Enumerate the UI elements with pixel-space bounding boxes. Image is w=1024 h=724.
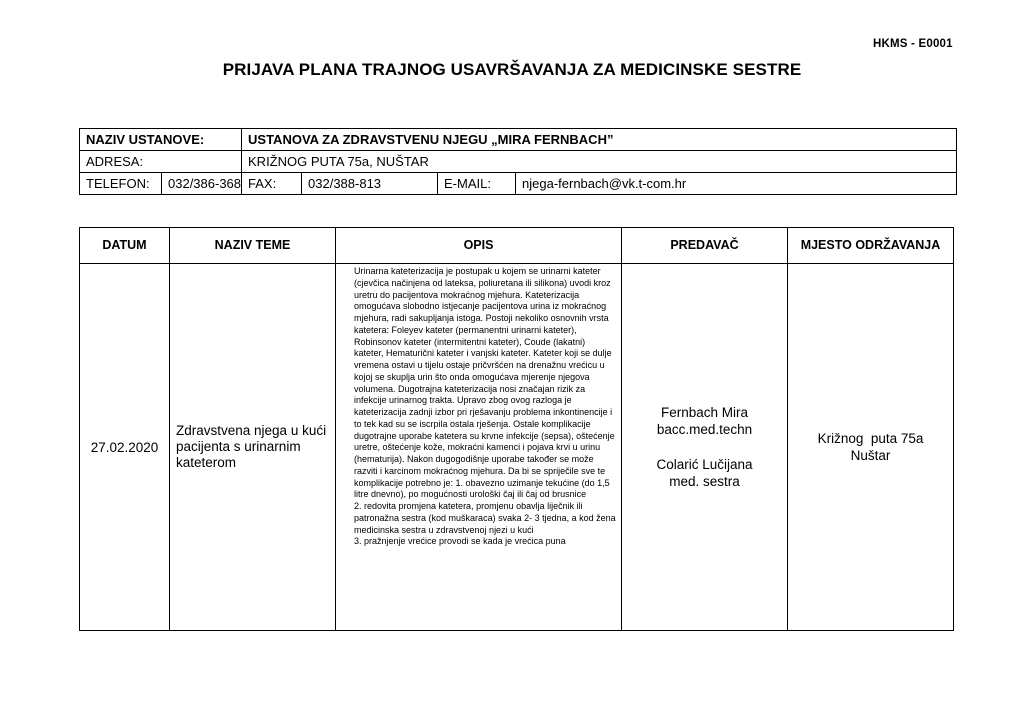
predavac-1-title: bacc.med.techn bbox=[656, 422, 753, 437]
row-naziv-teme: Zdravstvena njega u kući pacijenta s urinarnim kateterom bbox=[170, 264, 336, 631]
address-value: KRIŽNOG PUTA 75a, NUŠTAR bbox=[242, 151, 957, 173]
row-datum: 27.02.2020 bbox=[80, 264, 170, 631]
email-value: njega-fernbach@vk.t-com.hr bbox=[516, 173, 957, 195]
institution-name-value: USTANOVA ZA ZDRAVSTVENU NJEGU „MIRA FERNBACH” bbox=[242, 129, 957, 151]
mjesto-line-1: Križnog puta 75a bbox=[817, 431, 924, 446]
institution-name-row bbox=[80, 129, 957, 151]
row-mjesto bbox=[788, 264, 954, 631]
row-predavac bbox=[622, 264, 788, 631]
institution-info-table bbox=[79, 128, 957, 195]
header-datum: DATUM bbox=[80, 228, 170, 264]
plan-table bbox=[79, 227, 954, 631]
header-naziv-teme: NAZIV TEME bbox=[170, 228, 336, 264]
fax-value: 032/388-813 bbox=[302, 173, 438, 195]
header-predavac: PREDAVAČ bbox=[622, 228, 788, 264]
header-mjesto: MJESTO ODRŽAVANJA bbox=[788, 228, 954, 264]
phone-cell bbox=[80, 173, 242, 195]
phone-label: TELEFON: bbox=[80, 173, 162, 194]
address-label: ADRESA: bbox=[80, 151, 242, 173]
mjesto-line-2: Nuštar bbox=[850, 448, 891, 463]
opis-paragraph-1: Urinarna kateterizacija je postupak u kojem se urinarni kateter (cjevčica načinjena od lateksa, poliuretana ili silikona) uvodi kroz uretru do pacijentova mokraćnog mjehura. Kateterizacija omogućava slobodno istjecanje pacijentova urina iz mokraćnog mjehura, radi sakupljanja istoga. Postoji nekoliko osnovnih vrsta katetera: Foleyev kateter (permanentni urinarni kateter), Robinsonov kateter (intermitentni kateter), Coude (lakatni) kateter, Hematurični kateter i vanjski kateter. Kateter koji se dulje vremena ostavi u tijelu ostaje pričvršćen na drenažnu vrećicu u kojoj se skuplja urin što onda omogućava mjerenje njegova volumena. Dugotrajna kateterizacija nosi značajan rizik za infekcije urinarnog trakta. Upravo zbog ovog razloga je kateterizacija zadnji izbor pri rješavanju problema inkontinencije i to tek kad su se iscrpila ostala rješenja. Ostale komplikacije dugotrajne uporabe katetera su krvne infekcije (sepsa), oštećenje uretre, oštećenje kože, mokraćni kamenci i pojava krvi u urinu (hematurija). Nakon dugogodišnje uporabe također se može razviti i karcinom mokraćnog mjehura. Da bi se spriječile sve te komplikacije potrebno je: 1. obavezno uzimanje tekućine (do 1,5 litre dnevno), po mogućnosti urološki čaj ili čaj od brusnice bbox=[354, 266, 615, 500]
address-row bbox=[80, 151, 957, 173]
plan-table-header bbox=[80, 228, 954, 264]
phone-value: 032/386-368 bbox=[168, 176, 242, 191]
email-label: E-MAIL: bbox=[438, 173, 516, 195]
institution-name-label: NAZIV USTANOVE: bbox=[80, 129, 242, 151]
form-code: HKMS - E0001 bbox=[873, 38, 953, 50]
table-row bbox=[80, 264, 954, 631]
predavac-1-name: Fernbach Mira bbox=[660, 405, 749, 420]
contact-row bbox=[80, 173, 957, 195]
predavac-2-name: Colarić Lučijana bbox=[656, 457, 753, 472]
opis-paragraph-3: 3. pražnjenje vrećice provodi se kada je vrećica puna bbox=[354, 536, 566, 547]
predavac-2-title: med. sestra bbox=[669, 474, 740, 489]
header-opis: OPIS bbox=[336, 228, 622, 264]
opis-paragraph-2: 2. redovita promjena katetera, promjenu obavlja liječnik ili patronažna sestra (kod muškaraca) svaka 2- 3 tjedna, a kod žena medicinska sestra u zdravstvenoj njezi u kući bbox=[354, 501, 616, 535]
fax-label: FAX: bbox=[242, 173, 302, 195]
page-title: PRIJAVA PLANA TRAJNOG USAVRŠAVANJA ZA MEDICINSKE SESTRE bbox=[222, 60, 802, 79]
row-opis bbox=[336, 264, 622, 631]
